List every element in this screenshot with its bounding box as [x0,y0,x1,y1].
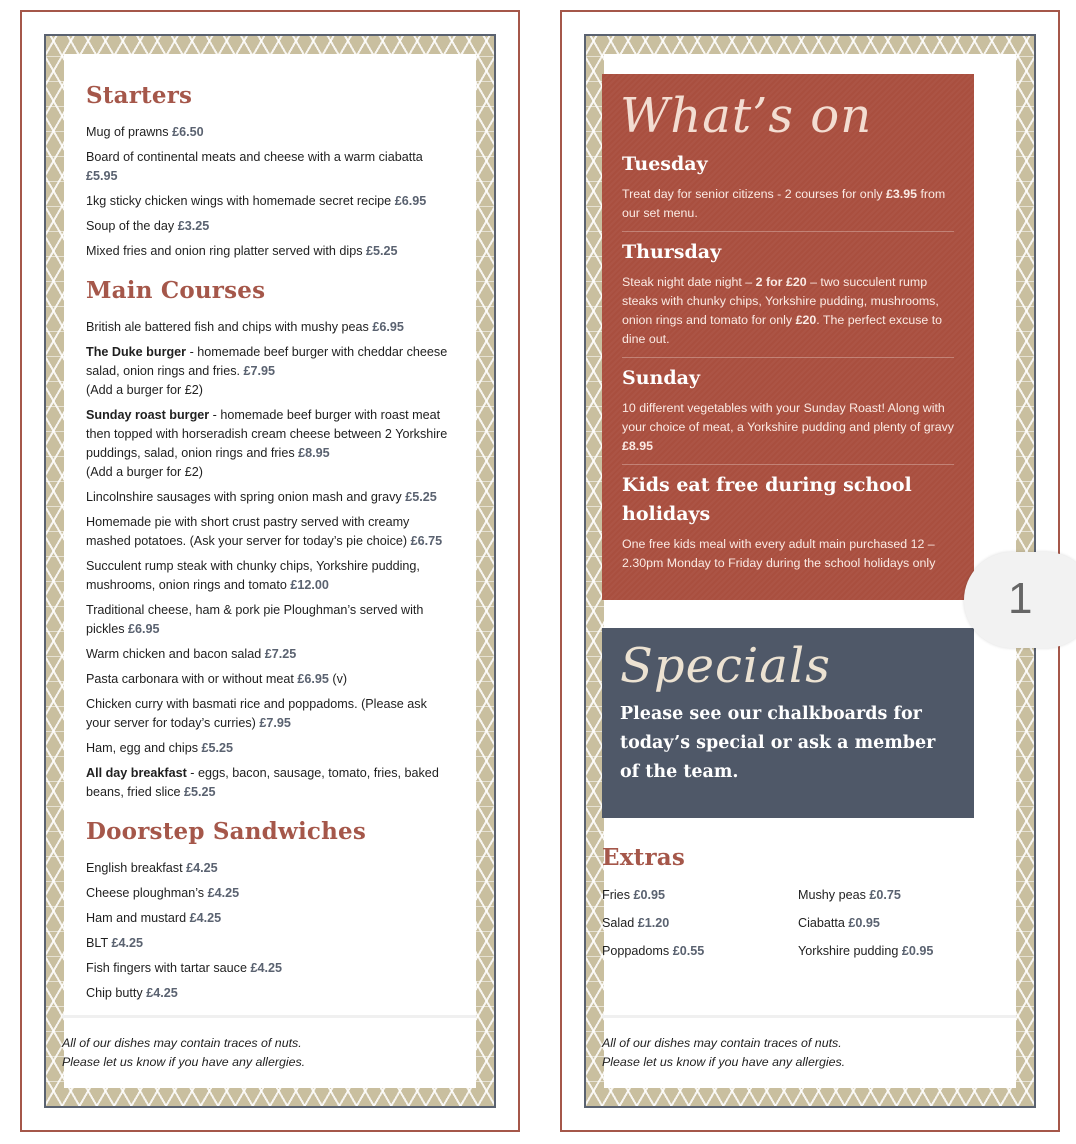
event-description [622,273,954,349]
event-day: Sunday [622,367,700,389]
item-title: The Duke burger [86,345,187,359]
menu-item [86,909,454,928]
event-text: from our set menu. [622,187,946,220]
extra-item [602,913,798,933]
extras-grid [602,885,974,961]
item-price: £3.25 [177,219,210,233]
event-highlight: 2 for £20 [755,275,807,289]
extra-item [602,885,798,905]
item-price: £6.95 [297,672,329,686]
item-description: - eggs, bacon, sausage, tomato, fries, baked beans, fried slice [86,766,439,799]
menu-item [86,123,454,142]
extras-section [602,844,974,961]
menu-item [86,959,454,978]
item-price: £1.20 [637,916,670,930]
event-description [622,535,954,573]
item-name: BLT [86,936,112,950]
section-title-starters: Starters [86,82,193,109]
item-name: Mug of prawns [86,125,173,139]
starters-list [86,123,454,261]
specials-title: Specials [620,638,831,694]
item-note: (v) [328,672,348,686]
item-price: £0.95 [901,944,934,958]
menu-item [86,695,454,733]
allergy-line-2: Please let us know if you have any allergies. [62,1055,306,1069]
item-name: Board of continental meats and cheese with a warm ciabatta [86,150,423,164]
item-name: Yorkshire pudding [798,944,902,958]
menu-item [86,557,454,595]
menu-item [86,217,454,236]
event-highlight: £20 [795,313,817,327]
item-name: Fish fingers with tartar sauce [86,961,251,975]
menu-item [86,884,454,903]
item-price: £5.25 [366,244,398,258]
allergy-line-2: Please let us know if you have any allergies. [602,1055,846,1069]
item-price: £5.25 [184,785,216,799]
event-text: One free kids meal with every adult main purchased 12 – 2.30pm Monday to Friday during the school holidays only [622,537,936,570]
extra-item [602,941,798,961]
extra-item [798,885,974,905]
whats-on-title: What’s on [620,88,873,144]
item-description: Warm chicken and bacon salad [86,647,265,661]
item-price: £7.25 [264,647,297,661]
menu-item [86,934,454,953]
section-title-main-courses: Main Courses [86,277,266,304]
specials-text: Please see our chalkboards for today’s special or ask a member of the team. [620,704,936,782]
item-price: £4.25 [250,961,282,975]
extra-item [798,941,974,961]
item-name: Salad [602,916,638,930]
event-text: 10 different vegetables with your Sunday Roast! Along with your choice of meat, a Yorkshire pudding and plenty of gravy [622,401,954,434]
item-name: English breakfast [86,861,187,875]
menu-item [86,192,454,211]
event-highlight: £3.95 [885,187,917,201]
patterned-border [44,34,496,1108]
item-price: £12.00 [290,578,329,592]
menu-item [86,343,454,400]
main-courses-list [86,318,454,802]
item-description: British ale battered fish and chips with mushy peas [86,320,373,334]
menu-item [86,645,454,664]
item-description: Pasta carbonara with or without meat [86,672,298,686]
event-day: Kids eat free during school holidays [622,474,912,525]
item-name: 1kg sticky chicken wings with homemade secret recipe [86,194,395,208]
menu-item [86,859,454,878]
item-description: Lincolnshire sausages with spring onion mash and gravy [86,490,406,504]
menu-item [86,984,454,1003]
menu-item [86,488,454,507]
item-name: Ham and mustard [86,911,190,925]
item-name: Mushy peas [798,888,870,902]
item-price: £4.25 [146,986,178,1000]
event-description [622,185,954,223]
item-price: £0.55 [672,944,705,958]
section-title-extras: Extras [602,844,686,871]
item-price: £6.95 [128,622,160,636]
item-price: £5.25 [405,490,437,504]
item-price: £6.75 [410,534,443,548]
menu-item [86,406,454,482]
menu-item [86,148,454,186]
item-price: £4.25 [186,861,218,875]
item-name: Fries [602,888,634,902]
item-price: £0.75 [869,888,901,902]
page-number-badge[interactable] [964,552,1076,648]
item-name: Cheese ploughman’s [86,886,208,900]
event-item [622,358,954,465]
item-name: Poppadoms [602,944,673,958]
menu-item [86,242,454,261]
item-name: Mixed fries and onion ring platter served with dips [86,244,367,258]
page-number: 1 [1008,574,1033,623]
event-item [622,232,954,358]
item-description: Homemade pie with short crust pastry served with creamy mashed potatoes. (Ask your server for today’s pie choice) [86,515,411,548]
item-price: £5.95 [86,169,118,183]
events-list [602,144,974,581]
event-highlight: £8.95 [622,439,654,453]
event-day: Thursday [622,241,722,263]
event-text: Treat day for senior citizens - 2 courses for only [622,187,886,201]
menu-item [86,601,454,639]
item-price: £4.25 [189,911,222,925]
item-price: £4.25 [207,886,240,900]
item-name: Ciabatta [798,916,849,930]
allergy-note [602,1015,1016,1072]
item-price: £6.95 [372,320,404,334]
item-description: - homemade beef burger with roast meat then topped with horseradish cream cheese between 2 Yorkshire puddings, salad, onion rings and fries [86,408,448,460]
menu-item [86,513,454,551]
item-description: Traditional cheese, ham & pork pie Ploughman’s served with pickles [86,603,424,636]
item-price: £6.50 [172,125,204,139]
item-title: All day breakfast [86,766,187,780]
allergy-line-1: All of our dishes may contain traces of nuts. [62,1036,302,1050]
event-text: . The perfect excuse to dine out. [622,313,943,346]
item-description: Succulent rump steak with chunky chips, Yorkshire pudding, mushrooms, onion rings and tomato [86,559,420,592]
whats-on-box [602,74,974,600]
item-note: (Add a burger for £2) [86,383,203,397]
event-text: – two succulent rump steaks with chunky chips, Yorkshire pudding, mushrooms, onion rings and tomato for only [622,275,939,327]
item-price: £5.25 [201,741,234,755]
allergy-line-1: All of our dishes may contain traces of nuts. [602,1036,842,1050]
item-price: £7.95 [259,716,291,730]
menu-item [86,670,454,689]
menu-item [86,764,454,802]
item-name: Soup of the day [86,219,178,233]
item-price: £0.95 [633,888,665,902]
event-item [622,144,954,232]
item-price: £0.95 [848,916,880,930]
extra-item [798,913,974,933]
item-description: - homemade beef burger with cheddar cheese salad, onion rings and fries. [86,345,448,378]
item-title: Sunday roast burger [86,408,210,422]
event-description [622,399,954,456]
event-text: Steak night date night – [622,275,756,289]
menu-item [86,318,454,337]
item-note: (Add a burger for £2) [86,465,203,479]
specials-box [602,628,974,818]
sandwiches-list [86,859,454,1003]
event-item [622,465,954,581]
item-price: £4.25 [111,936,143,950]
allergy-note [62,1015,476,1072]
item-description: Chicken curry with basmati rice and poppadoms. (Please ask your server for today’s curries) [86,697,427,730]
item-price: £6.95 [394,194,427,208]
item-price: £8.95 [298,446,330,460]
item-description: Ham, egg and chips [86,741,202,755]
event-day: Tuesday [622,153,708,175]
section-title-sandwiches: Doorstep Sandwiches [86,818,367,845]
item-price: £7.95 [243,364,276,378]
item-name: Chip butty [86,986,147,1000]
menu-content-area [64,54,476,1088]
menu-page-left [20,10,520,1132]
menu-item [86,739,454,758]
